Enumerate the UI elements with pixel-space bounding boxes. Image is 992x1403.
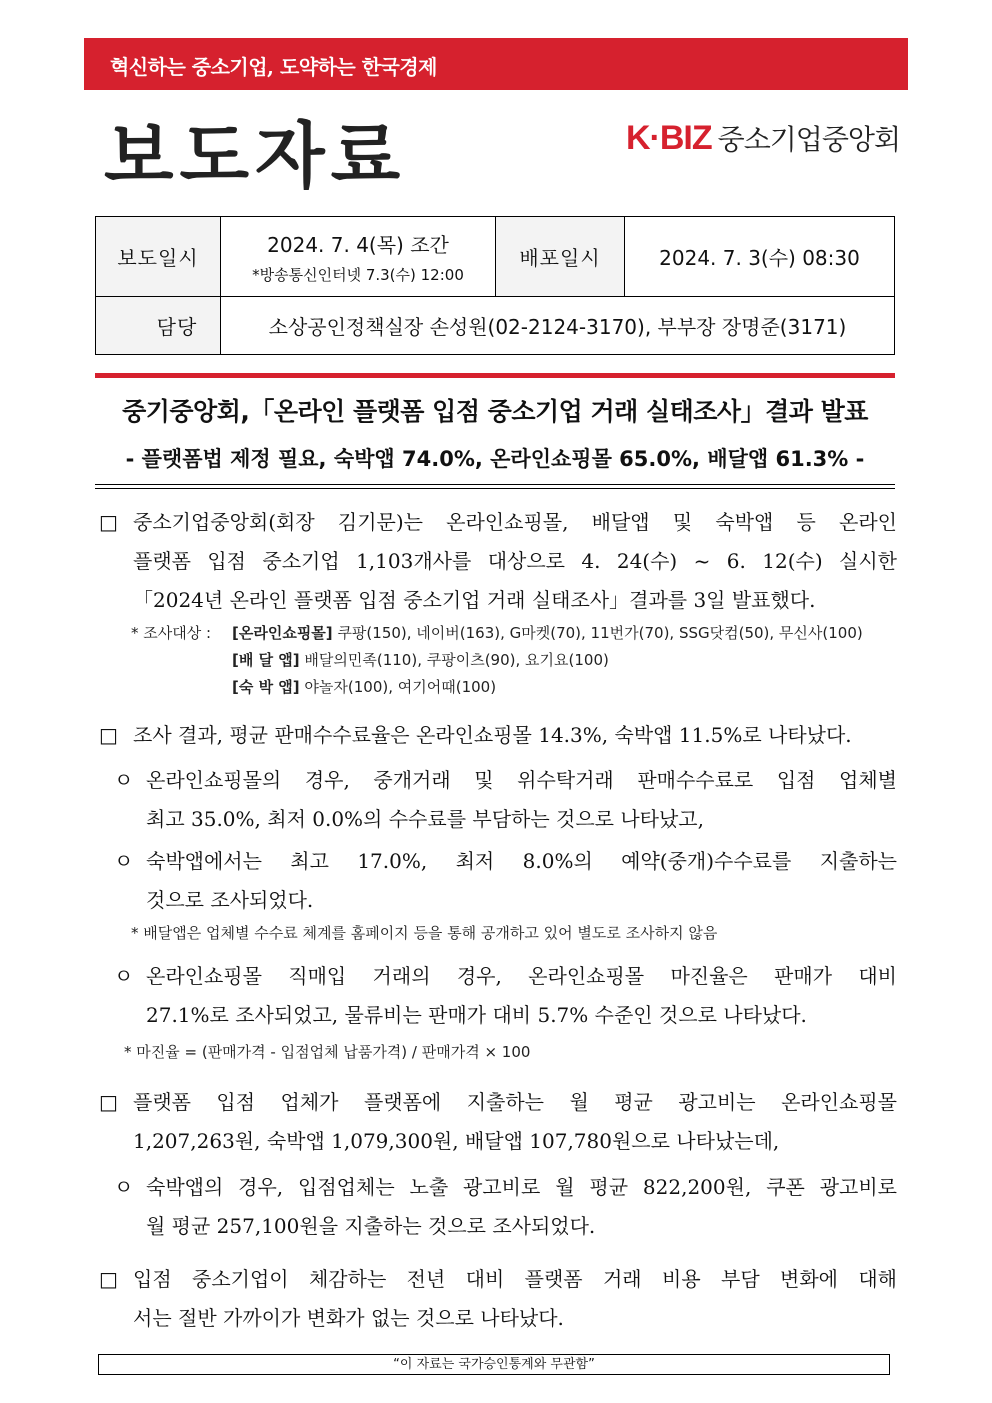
survey-target-label: * 조사대상 : [131,624,212,642]
paragraph-commission-rates [95,716,897,755]
survey-target-note [131,620,211,646]
paragraph-line: 월 평균 257,100원을 지출하는 것으로 조사되었다. [146,1214,596,1238]
headline-title: 중기중앙회,「온라인 플랫폼 입점 중소기업 거래 실태조사」결과 발표 [122,397,868,426]
delivery-app-note: * 배달앱은 업체별 수수료 체계를 홈페이지 등을 통해 공개하고 있어 별도로 조사하지 않음 [131,924,718,942]
kbiz-logo-mark: K·BIZ [626,118,712,157]
square-bullet-icon: □ [99,1090,118,1114]
paragraph-line: 중소기업중앙회(회장 김기문)는 온라인쇼핑몰, 배달앱 및 숙박앱 등 온라인 [133,510,897,534]
contact-value: 소상공인정책실장 손성원(02-2124-3170), 부부장 장명준(3171) [221,297,895,355]
paragraph-ad-costs [95,1083,897,1161]
distribution-date-label: 배포일시 [496,217,625,297]
square-bullet-icon: □ [99,723,118,747]
kbiz-logo-org: 중소기업중앙회 [717,123,900,156]
sub-paragraph-lodging-ads [110,1168,897,1246]
circle-bullet-icon: ㅇ [114,1175,134,1199]
square-bullet-icon: □ [99,510,118,534]
survey-target-row [232,647,609,673]
kbiz-logo [626,118,900,158]
survey-category: [온라인쇼핑몰] [232,624,333,642]
distribution-date-value: 2024. 7. 3(수) 08:30 [625,217,895,297]
paragraph-survey-overview [95,503,897,620]
paragraph-line: 입점 중소기업이 체감하는 전년 대비 플랫폼 거래 비용 부담 변화에 대해 [133,1267,897,1291]
sub-paragraph-shopping [110,761,897,839]
survey-target-row [232,674,496,700]
doc-type-title: 보도자료 [104,114,407,198]
survey-platforms: 야놀자(100), 여기어때(100) [304,678,497,696]
survey-platforms: 쿠팡(150), 네이버(163), G마켓(70), 11번가(70), SSG닷컴(50), 무신사(100) [337,624,863,642]
statistics-disclaimer: “이 자료는 국가승인통계와 무관함” [98,1354,890,1375]
survey-target-row [232,620,863,646]
slogan-banner [84,38,908,90]
paragraph-line: 플랫폼 입점 업체가 플랫폼에 지출하는 월 평균 광고비는 온라인쇼핑몰 [133,1090,897,1114]
release-date-cell [221,217,496,297]
release-broadcast-note: *방송통신인터넷 7.3(수) 12:00 [252,265,464,284]
paragraph-line: 「2024년 온라인 플랫폼 입점 중소기업 거래 실태조사」결과를 3일 발표했다. [133,588,816,612]
margin-formula-note: * 마진율 = (판매가격 - 입점업체 납품가격) / 판매가격 × 100 [124,1043,531,1061]
paragraph-line: 숙박앱의 경우, 입점업체는 노출 광고비로 월 평균 822,200원, 쿠폰 광고비로 [146,1175,897,1199]
paragraph-line: 최고 35.0%, 최저 0.0%의 수수료를 부담하는 것으로 나타났고, [146,807,704,831]
survey-category: [숙 박 앱] [232,678,300,696]
paragraph-line: 숙박앱에서는 최고 17.0%, 최저 8.0%의 예약(중개)수수료를 지출하는 [146,849,897,873]
paragraph-line: 1,207,263원, 숙박앱 1,079,300원, 배달앱 107,780원으로 나타났는데, [133,1129,780,1153]
release-date-label: 보도일시 [96,217,221,297]
slogan-text: 혁신하는 중소기업, 도약하는 한국경제 [110,55,437,79]
sub-paragraph-lodging [110,842,897,920]
paragraph-line: 온라인쇼핑몰 직매입 거래의 경우, 온라인쇼핑몰 마진율은 판매가 대비 [146,964,897,988]
paragraph-line: 조사 결과, 평균 판매수수료율은 온라인쇼핑몰 14.3%, 숙박앱 11.5%로 나타났다. [133,723,852,747]
release-date-value: 2024. 7. 4(목) 조간 [267,232,449,257]
paragraph-line: 플랫폼 입점 중소기업 1,103개사를 대상으로 4. 24(수) ~ 6. 12(수) 실시한 [133,549,897,573]
circle-bullet-icon: ㅇ [114,964,134,988]
paragraph-line: 서는 절반 가까이가 변화가 없는 것으로 나타났다. [133,1306,564,1330]
circle-bullet-icon: ㅇ [114,768,134,792]
headline-subtitle: - 플랫폼법 제정 필요, 숙박앱 74.0%, 온라인쇼핑몰 65.0%, 배달앱 61.3% - [125,447,865,471]
paragraph-cost-burden [95,1260,897,1338]
paragraph-line: 27.1%로 조사되었고, 물류비는 판매가 대비 5.7% 수준인 것으로 나타났다. [146,1003,807,1027]
circle-bullet-icon: ㅇ [114,849,134,873]
paragraph-line: 온라인쇼핑몰의 경우, 중개거래 및 위수탁거래 판매수수료로 입점 업체별 [146,768,897,792]
paragraph-line: 것으로 조사되었다. [146,888,314,912]
contact-label: 담당 [96,297,221,355]
sub-paragraph-direct-purchase [110,957,897,1035]
survey-category: [배 달 앱] [232,651,300,669]
release-info-table [95,216,895,355]
red-divider [95,373,895,378]
square-bullet-icon: □ [99,1267,118,1291]
survey-platforms: 배달의민족(110), 쿠팡이츠(90), 요기요(100) [304,651,609,669]
double-divider [95,484,895,489]
